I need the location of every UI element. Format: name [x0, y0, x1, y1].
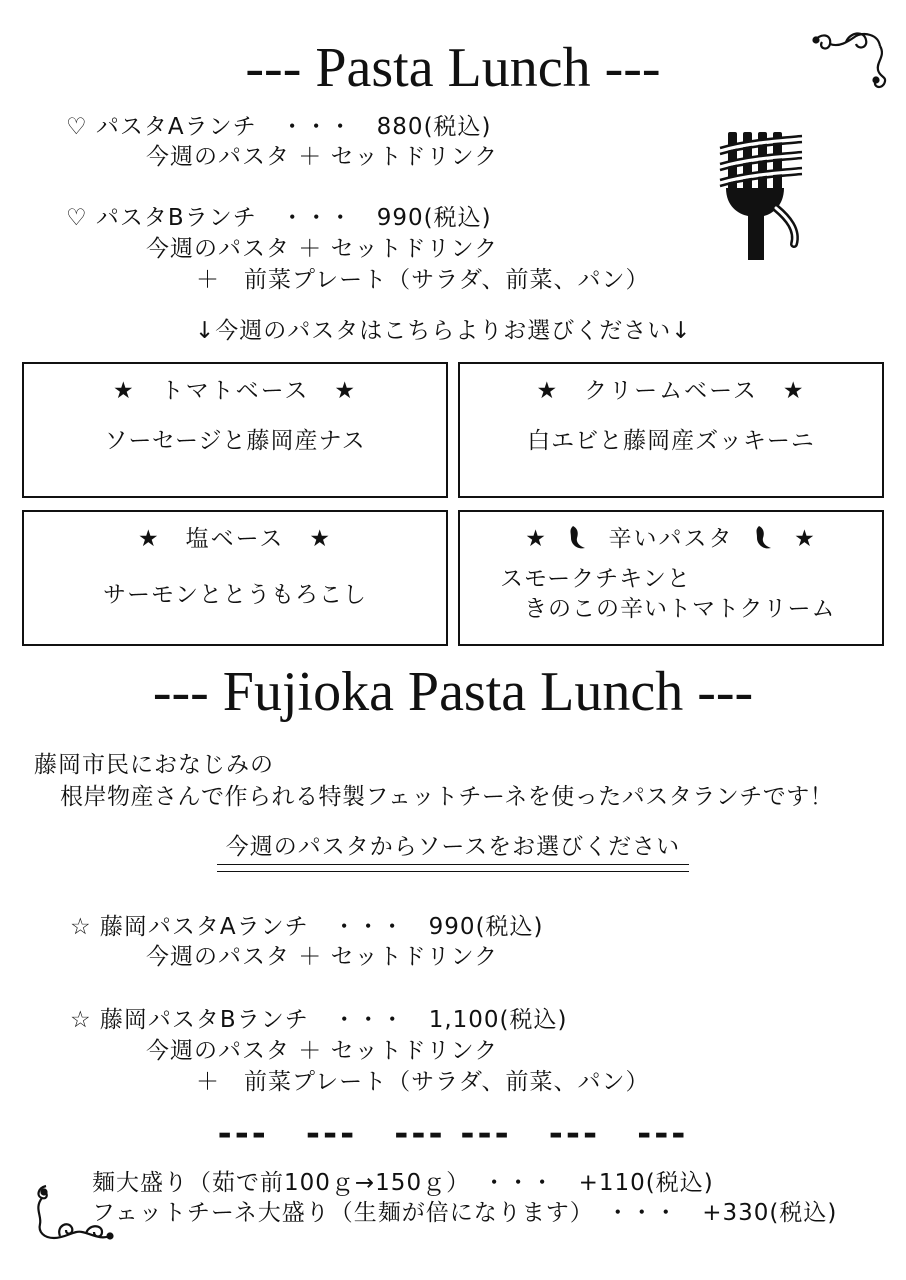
- flourish-ornament-bottom-left: [30, 1180, 116, 1246]
- tomato-base-box: [22, 362, 448, 498]
- chili-pepper-icon: [567, 524, 589, 550]
- dashed-separator: --- --- --- --- --- ---: [217, 1114, 689, 1154]
- star-right: ★: [794, 526, 817, 552]
- fujioka-b-lunch-detail: 今週のパスタ ＋ セットドリンク: [146, 1038, 499, 1064]
- salt-base-box: [22, 510, 448, 646]
- large-noodle-option: 麺大盛り（茹で前100ｇ→150ｇ） ・・・ +110(税込): [92, 1170, 714, 1196]
- pasta-a-lunch-price: ♡ パスタAランチ ・・・ 880(税込): [66, 114, 492, 140]
- chili-pepper-icon: [753, 524, 775, 550]
- fujioka-a-lunch-price: ☆ 藤岡パスタAランチ ・・・ 990(税込): [70, 914, 544, 940]
- spicy-pasta-label: 辛いパスタ: [608, 526, 734, 552]
- pasta-b-lunch-price: ♡ パスタBランチ ・・・ 990(税込): [66, 205, 492, 231]
- spicy-pasta-heading: [460, 524, 882, 554]
- cream-base-heading: ★ クリームベース ★: [536, 378, 806, 404]
- fujioka-intro-line1: 藤岡市民におなじみの: [34, 752, 274, 778]
- spicy-pasta-dish-line1: スモークチキンと: [500, 566, 691, 592]
- choose-pasta-instruction: ↓今週のパスタはこちらよりお選びください↓: [195, 318, 692, 344]
- salt-base-heading: ★ 塩ベース ★: [137, 526, 333, 552]
- salt-base-dish: サーモンととうもろこし: [103, 582, 367, 608]
- fujioka-choose-sauce: 今週のパスタからソースをお選びください: [225, 834, 681, 860]
- spicy-pasta-box: [458, 510, 884, 646]
- fork-with-pasta-icon: [718, 126, 808, 264]
- fujioka-b-lunch-price: ☆ 藤岡パスタBランチ ・・・ 1,100(税込): [70, 1007, 568, 1033]
- cream-base-dish: 白エビと藤岡産ズッキーニ: [527, 428, 815, 454]
- pasta-b-lunch-detail: 今週のパスタ ＋ セットドリンク: [146, 236, 499, 262]
- pasta-b-lunch-extra: ＋ 前菜プレート（サラダ、前菜、パン）: [196, 267, 650, 293]
- tomato-base-heading: ★ トマトベース ★: [112, 378, 358, 404]
- fujioka-pasta-lunch-title: --- Fujioka Pasta Lunch ---: [152, 661, 754, 723]
- star-left: ★: [525, 526, 548, 552]
- cream-base-box: [458, 362, 884, 498]
- pasta-lunch-title: --- Pasta Lunch ---: [245, 37, 661, 99]
- fujioka-intro-line2: 根岸物産さんで作られる特製フェットチーネを使ったパスタランチです！: [60, 784, 834, 810]
- fujioka-b-lunch-extra: ＋ 前菜プレート（サラダ、前菜、パン）: [196, 1069, 650, 1095]
- tomato-base-dish: ソーセージと藤岡産ナス: [104, 428, 366, 454]
- double-underline: [217, 864, 689, 872]
- fujioka-a-lunch-detail: 今週のパスタ ＋ セットドリンク: [146, 944, 499, 970]
- spicy-pasta-dish-line2: きのこの辛いトマトクリーム: [524, 596, 836, 622]
- pasta-a-lunch-detail: 今週のパスタ ＋ セットドリンク: [146, 144, 499, 170]
- large-fettuccine-option: フェットチーネ大盛り（生麺が倍になります） ・・・ +330(税込): [92, 1200, 838, 1226]
